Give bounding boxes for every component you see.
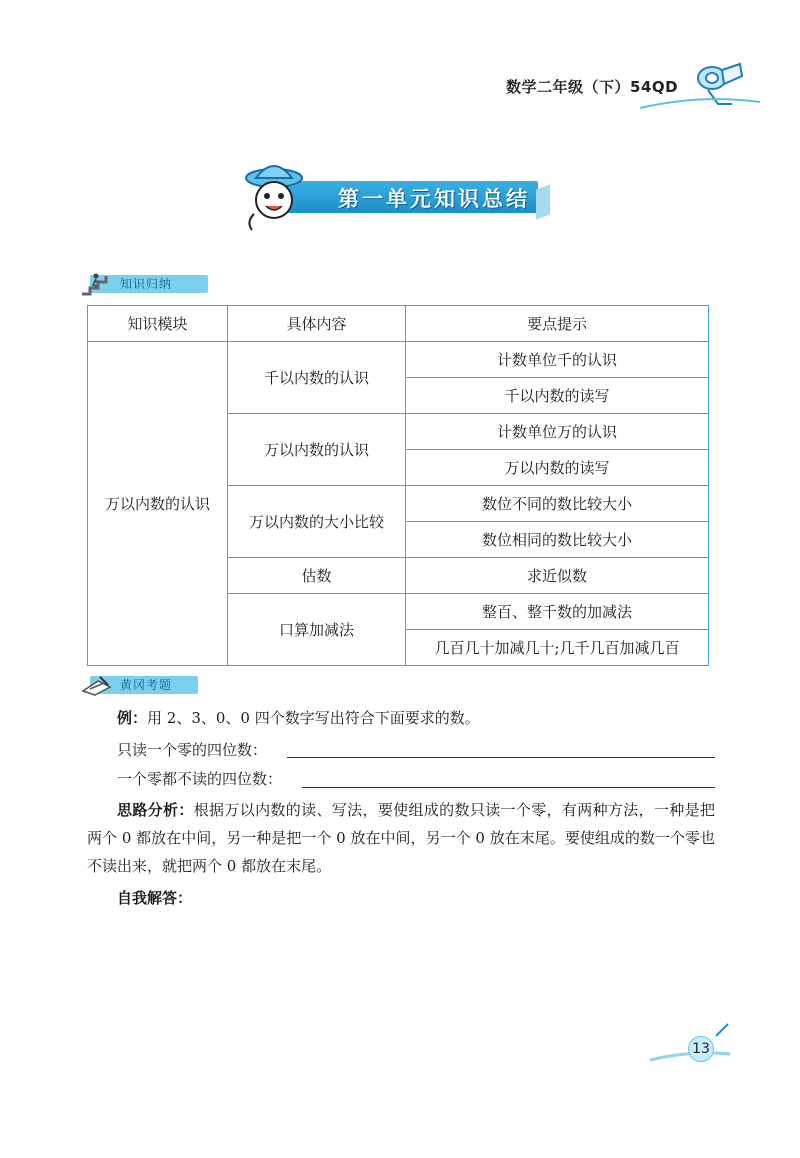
- knowledge-table: [87, 305, 709, 666]
- content-cell: 万以内数的大小比较: [228, 486, 406, 558]
- answer-line-1[interactable]: [287, 757, 715, 758]
- point-cell: 计数单位万的认识: [406, 414, 709, 450]
- header-content: 具体内容: [228, 306, 406, 342]
- analysis-text: 根据万以内数的读、写法，要使组成的数只读一个零，有两种方法，一种是把两个 0 都放在中间，另一种是把一个 0 放在中间，另一个 0 放在末尾。要使组成的数一个零也不读出来，就把两个 0 都放在末尾。: [87, 801, 715, 875]
- example-line: [87, 708, 480, 728]
- section-tag-knowledge: [80, 272, 210, 296]
- point-cell: 数位不同的数比较大小: [406, 486, 709, 522]
- section-label-exam: 黄冈考题: [120, 678, 173, 692]
- module-cell: 万以内数的认识: [88, 342, 228, 666]
- banner-title: 第一单元知识总结: [338, 187, 530, 211]
- content-cell: 千以内数的认识: [228, 342, 406, 414]
- content-cell: 估数: [228, 558, 406, 594]
- point-cell: 千以内数的读写: [406, 378, 709, 414]
- pen-paper-icon: [80, 673, 114, 697]
- point-cell: 计数单位千的认识: [406, 342, 709, 378]
- header-title: 数学二年级（下）54QD: [506, 78, 679, 96]
- question-1: 只读一个零的四位数：: [117, 741, 268, 759]
- stairs-runner-icon: [80, 272, 114, 296]
- point-cell: 求近似数: [406, 558, 709, 594]
- section-tag-exam: [80, 673, 210, 697]
- answer-line-2[interactable]: [302, 787, 715, 788]
- point-cell: 数位相同的数比较大小: [406, 522, 709, 558]
- header-points: 要点提示: [406, 306, 709, 342]
- example-label: 例：: [117, 709, 148, 727]
- page-number: 13: [688, 1036, 714, 1062]
- self-answer: [87, 888, 192, 908]
- point-cell: 万以内数的读写: [406, 450, 709, 486]
- question-2: 一个零都不读的四位数：: [117, 770, 283, 788]
- unit-banner: [240, 160, 560, 240]
- page-number-area: [650, 1020, 760, 1070]
- header-module: 知识模块: [88, 306, 228, 342]
- content-cell: 口算加减法: [228, 594, 406, 666]
- table-row: [88, 342, 709, 378]
- point-cell: 几百几十加减几十;几千几百加减几百: [406, 630, 709, 666]
- header-swoosh-icon: [640, 96, 760, 112]
- mascot-icon: [240, 160, 310, 236]
- analysis-label: 思路分析：: [117, 801, 194, 819]
- table-header-row: [88, 306, 709, 342]
- point-cell: 整百、整千数的加减法: [406, 594, 709, 630]
- self-answer-label: 自我解答：: [117, 889, 193, 907]
- example-text: 用 2、3、0、0 四个数字写出符合下面要求的数。: [147, 709, 480, 727]
- analysis-paragraph: [87, 796, 715, 880]
- content-cell: 万以内数的认识: [228, 414, 406, 486]
- section-label-knowledge: 知识归纳: [120, 277, 173, 291]
